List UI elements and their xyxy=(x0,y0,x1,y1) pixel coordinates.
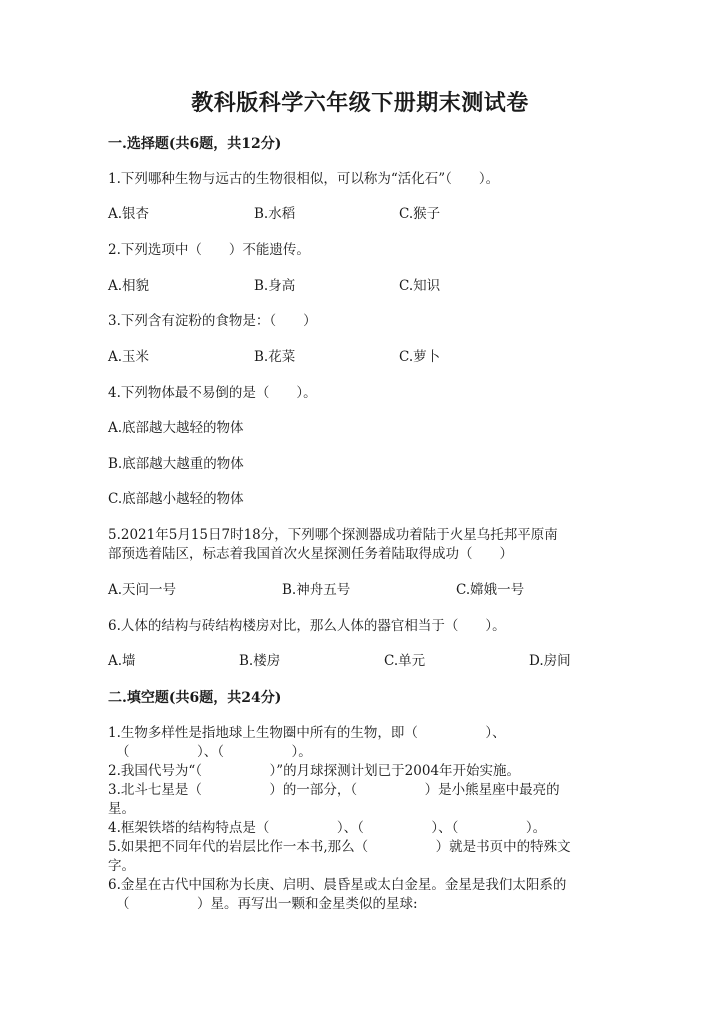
option-5b: B.神舟五号 xyxy=(282,582,351,598)
option-6b: B.楼房 xyxy=(239,653,281,669)
fill-5-line2: 字。 xyxy=(108,858,135,874)
option-1b: B.水稻 xyxy=(254,206,296,222)
fill-1-line2: （ ）、（ ）。 xyxy=(116,744,312,760)
option-5c: C.嫦娥一号 xyxy=(456,582,525,598)
option-5a: A.天问一号 xyxy=(108,582,177,598)
option-6d: D.房间 xyxy=(529,653,571,669)
question-1: 1.下列哪种生物与远古的生物很相似，可以称为“活化石”（ ）。 xyxy=(108,171,500,187)
fill-6-line1: 6.金星在古代中国称为长庚、启明、晨昏星或太白金星。金星是我们太阳系的 xyxy=(108,877,567,893)
option-4c: C.底部越小越轻的物体 xyxy=(108,491,244,507)
option-4b: B.底部越大越重的物体 xyxy=(108,456,244,472)
question-6: 6.人体的结构与砖结构楼房对比，那么人体的器官相当于（ ）。 xyxy=(108,618,506,634)
question-5-line1: 5.2021年5月15日7时18分，下列哪个探测器成功着陆于火星乌托邦平原南 xyxy=(108,527,558,543)
section-heading-fill: 二.填空题(共6题，共24分) xyxy=(108,690,282,706)
option-6a: A.墙 xyxy=(108,653,136,669)
fill-1-line1: 1.生物多样性是指地球上生物圈中所有的生物，即（ ）、 xyxy=(108,725,506,741)
fill-5-line1: 5.如果把不同年代的岩层比作一本书,那么（ ）就是书页中的特殊文 xyxy=(108,839,571,855)
fill-4-line1: 4.框架铁塔的结构特点是（ ）、（ ）、（ ）。 xyxy=(108,820,547,836)
fill-2-line1: 2.我国代号为“（ ）”的月球探测计划已于2004年开始实施。 xyxy=(108,763,521,779)
option-3a: A.玉米 xyxy=(108,349,150,365)
option-3b: B.花菜 xyxy=(254,349,296,365)
page-title: 教科版科学六年级下册期末测试卷 xyxy=(191,90,529,116)
option-6c: C.单元 xyxy=(384,653,426,669)
option-2b: B.身高 xyxy=(254,278,296,294)
option-1a: A.银杏 xyxy=(108,206,150,222)
fill-3-line1: 3.北斗七星是（ ）的一部分，（ ）是小熊星座中最亮的 xyxy=(108,782,560,798)
question-3: 3.下列含有淀粉的食物是：（ ） xyxy=(108,313,317,329)
fill-3-line2: 星。 xyxy=(108,801,135,817)
section-heading-choice: 一.选择题(共6题，共12分) xyxy=(108,136,282,152)
fill-6-line2: （ ）星。再写出一颗和金星类似的星球: xyxy=(116,896,418,912)
option-4a: A.底部越大越轻的物体 xyxy=(108,420,244,436)
option-1c: C.猴子 xyxy=(399,206,441,222)
question-4: 4.下列物体最不易倒的是（ ）。 xyxy=(108,385,317,401)
option-3c: C.萝卜 xyxy=(399,349,441,365)
option-2c: C.知识 xyxy=(399,278,441,294)
question-5-line2: 部预选着陆区，标志着我国首次火星探测任务着陆取得成功（ ） xyxy=(108,546,513,562)
option-2a: A.相貌 xyxy=(108,278,150,294)
question-2: 2.下列选项中（ ）不能遗传。 xyxy=(108,242,310,258)
